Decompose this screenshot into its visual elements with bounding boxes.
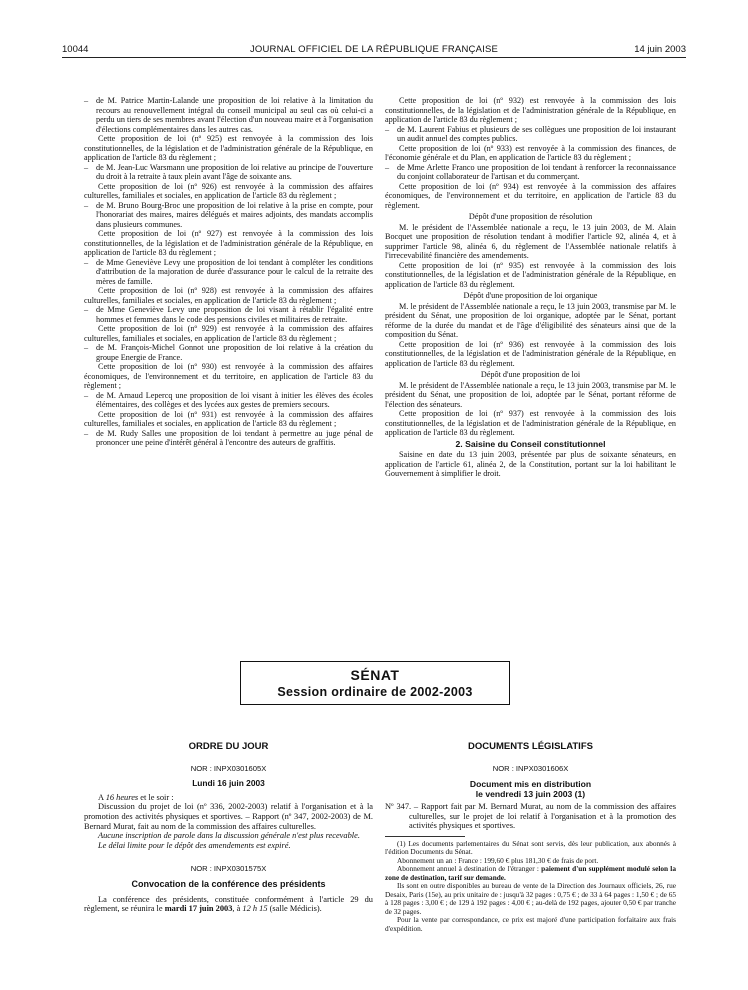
list-item: – de M. Rudy Salles une proposition de loi tendant à permettre au juge pénal de prononcer une peine d'intérêt général à l'encontre des auteurs de graffitis. [84,428,373,447]
footnote-4: Ils sont en outre disponibles au bureau de vente de la Direction des Journaux officiels, 26, rue Desaix, Paris (15e), au prix unitaire de : jusqu'à 32 pages : 0,75 € ; de 33 à 64 pages : 1,50 € ; de 65 à 128 pages : 3,00 € ; de 129 à 192 pages : 4,00 € ; au-delà de 192 pages, ajouter 0,50 € par tranche de 32 pages. [385,881,676,916]
subsection-heading: Dépôt d'une proposition de loi organique [463,291,598,300]
documents-heading: DOCUMENTS LÉGISLATIFS [468,741,593,752]
referral-paragraph: Cette proposition de loi (nº 927) est renvoyée à la commission des lois constitutionnelles, de la législation et de l'administration générale de la République, en application de l'article 83 du règlement ; [84,229,373,257]
ordre-du-jour-heading: ORDRE DU JOUR [188,741,269,752]
subsection-heading: Dépôt d'une proposition de résolution [468,212,593,221]
referral-paragraph: Cette proposition de loi (nº 933) est renvoyée à la commission des finances, de l'économie générale et du Plan, en application de l'article 83 du règlement ; [385,143,676,162]
referral-paragraph: Cette proposition de loi (nº 934) est renvoyée à la commission des affaires économiques, de l'environnement et du territoire, en application de l'article 83 du règlement. [385,181,676,210]
footnote-5: Pour la vente par correspondance, ce prix est majoré d'une participation forfaitaire aux frais d'expédition. [385,915,676,933]
note-inscription: Aucune inscription de parole dans la discussion générale n'est plus recevable. [98,831,360,841]
footnote-1: (1) Les documents parlementaires du Sénat sont servis, dès leur publication, aux abonnés à l'édition Documents du Sénat. [385,838,676,857]
discussion-text: Discussion du projet de loi (nº 336, 2002-2003) relatif à l'organisation et à la promotion des activités physiques et sportives. – Rapport (nº 347, 2002-2003) de M. Bernard Murat, fait au nom de la commission des affaires culturelles. [84,802,373,831]
referral-paragraph: Cette proposition de loi (nº 928) est renvoyée à la commission des affaires culturelles, familiales et sociales, en application de l'article 83 du règlement ; [84,286,373,305]
page-number: 10044 [62,44,89,55]
referral-paragraph: Cette proposition de loi (nº 929) est renvoyée à la commission des affaires culturelles, familiales et sociales, en application de l'article 83 du règlement ; [84,324,373,343]
referral-paragraph: Cette proposition de loi (nº 925) est renvoyée à la commission des lois constitutionnelles, de la législation et de l'administration générale de la République, en application de l'article 83 du règlement ; [84,134,373,162]
paragraph: Saisine en date du 13 juin 2003, présentée par plus de soixante sénateurs, en application de l'article 61, alinéa 2, de la Constitution, portant sur la loi habilitant le Gouvernement à simplifier le droit. [385,450,676,478]
distribution-line-1: Document mis en distribution [469,779,592,790]
paragraph: Cette proposition de loi (nº 936) est renvoyée à la commission des lois constitutionnelles, de la législation et de l'administration générale de la République, en application de l'article 83 du règlement. [385,339,676,368]
paragraph: M. le président de l'Assemblée nationale a reçu, le 13 juin 2003, transmise par M. le président du Sénat, une proposition de loi organique, adoptée par le Sénat, portant réforme de la durée du mandat et de l'âge d'éligibilité des sénateurs ainsi que de la composition du Sénat. [385,301,676,339]
list-item: – de M. Patrice Martin-Lalande une proposition de loi relative à la limitation du recours au renouvellement intégral du conseil municipal au seul cas où celui-ci a perdu un tiers de ses membres avant l'élection d'un nouveau maire et à l'organisation d'élections complémentaires dans les autres cas. [84,96,373,134]
documents-nor: NOR : INPX0301606X [492,763,569,773]
referral-paragraph: Cette proposition de loi (nº 932) est renvoyée à la commission des lois constitutionnelles, de la législation et de l'administration générale de la République, en application de l'article 83 du règlement ; [385,96,676,124]
session-time: A 16 heures et le soir : [98,792,174,802]
convocation-text: La conférence des présidents, constituée conformément à l'article 29 du règlement, se réunira le mardi 17 juin 2003, à 12 h 15 (salle Médicis). [84,894,373,914]
list-item: – de M. Arnaud Lepercq une proposition de loi visant à initier les élèves des écoles élémentaires, des collèges et des lycées aux gestes de premiers secours. [84,390,373,409]
nor-reference: NOR : INPX0301605X [190,763,267,773]
list-item: – de Mme Geneviève Levy une proposition de loi visant à rétablir l'égalité entre hommes et femmes dans le code des pensions civiles et militaires de retraite. [84,305,373,324]
list-item: – de M. Bruno Bourg-Broc une proposition de loi relative à la prise en compte, pour l'honorariat des maires, maires délégués et maires adjoints, des mandats accomplis dans plusieurs communes. [84,200,373,229]
note-amendements: Le délai limite pour le dépôt des amendements est expiré. [98,840,291,850]
distribution-line-2: le vendredi 13 juin 2003 (1) [475,789,586,800]
footnotes [385,840,676,934]
list-item: – de M. Jean-Luc Warsmann une proposition de loi relative au principe de l'ouverture du droit à la retraite à taux plein avant l'âge de soixante ans. [84,162,373,181]
list-item: – de M. Laurent Fabius et plusieurs de ses collègues une proposition de loi instaurant un audit annuel des comptes publics. [385,124,676,143]
document-item: Nº 347. – Rapport fait par M. Bernard Murat, au nom de la commission des affaires culturelles, sur le projet de loi relatif à l'organisation et à la promotion des activités physiques et sportives. [385,802,676,831]
list-item: – de Mme Arlette Franco une proposition de loi tendant à renforcer la reconnaissance du conjoint collaborateur de l'artisan et du commerçant. [385,162,676,181]
senat-banner [240,661,510,705]
nor-reference-2: NOR : INPX0301575X [190,864,267,874]
ordre-du-jour-column [84,742,373,914]
paragraph: Cette proposition de loi (nº 935) est renvoyée à la commission des lois constitutionnelles, de la législation et de l'administration générale de la République, en application de l'article 83 du règlement. [385,260,676,289]
referral-paragraph: Cette proposition de loi (nº 931) est renvoyée à la commission des affaires culturelles, familiales et sociales, en application de l'article 83 du règlement ; [84,409,373,428]
right-column [385,96,676,479]
footnote-3: Abonnement annuel à destination de l'étranger : paiement d'un supplément modulé selon la zone de destination, tarif sur demande. [385,864,676,882]
left-column [84,96,373,448]
referral-paragraph: Cette proposition de loi (nº 930) est renvoyée à la commission des affaires économiques, de l'environnement et du territoire, en application de l'article 83 du règlement ; [84,362,373,390]
section-heading: 2. Saisine du Conseil constitutionnel [455,438,606,449]
paragraph: Cette proposition de loi (nº 937) est renvoyée à la commission des lois constitutionnelles, de la législation et de l'administration générale de la République, en application de l'article 83 du règlement. [385,409,676,437]
header-rule [62,57,686,58]
senat-session: Session ordinaire de 2002-2003 [277,685,473,699]
convocation-title: Convocation de la conférence des présidents [131,878,326,889]
paragraph: M. le président de l'Assemblée nationale a reçu, le 13 juin 2003, de M. Alain Bocquet une proposition de résolution tendant à modifier l'article 92, alinéa 4, et à supprimer l'article 98, alinéa 6, du règlement de l'Assemblée nationale relatifs à l'irrecevabilité financière des amendements. [385,222,676,260]
footnote-2: Abonnement un an : France : 199,60 € plus 181,30 € de frais de port. [397,855,599,865]
journal-title: JOURNAL OFFICIEL DE LA RÉPUBLIQUE FRANÇAISE [249,44,499,55]
footnote-rule [385,836,465,837]
senat-title: SÉNAT [350,667,400,683]
list-item: – de Mme Geneviève Levy une proposition de loi tendant à compléter les conditions d'attribution de la majoration de durée d'assurance pour le calcul de la retraite des mères de famille. [84,257,373,286]
page-header [62,44,686,58]
documents-legislatifs-column [385,742,676,933]
issue-date: 14 juin 2003 [634,44,686,55]
paragraph: M. le président de l'Assemblée nationale a reçu, le 13 juin 2003, transmise par M. le président du Sénat, une proposition de loi, adoptée par le Sénat, portant réforme de l'élection des sénateurs. [385,380,676,409]
subsection-heading: Dépôt d'une proposition de loi [480,370,581,379]
list-item: – de M. François-Michel Gonnot une proposition de loi relative à la création du groupe Energie de France. [84,343,373,362]
referral-paragraph: Cette proposition de loi (nº 926) est renvoyée à la commission des affaires culturelles, familiales et sociales, en application de l'article 83 du règlement ; [84,181,373,200]
session-date: Lundi 16 juin 2003 [192,778,265,789]
